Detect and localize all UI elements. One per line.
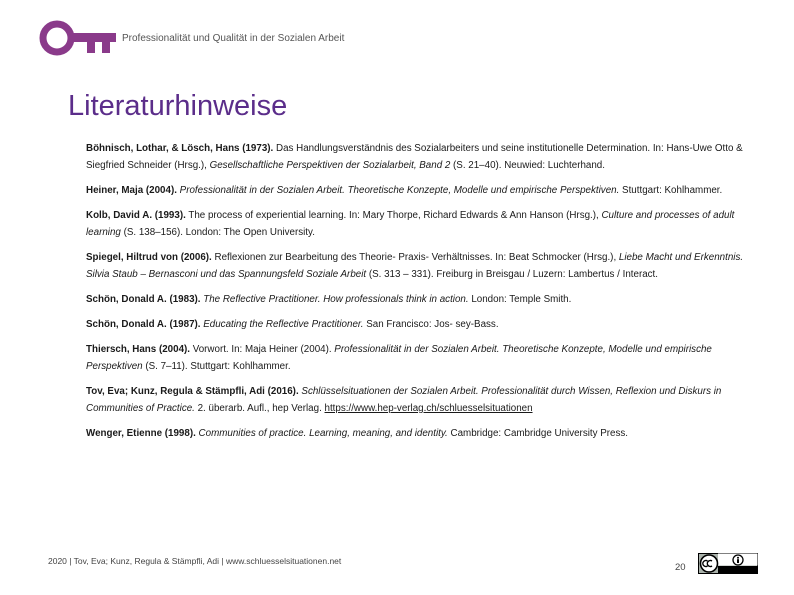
reference-author: Wenger, Etienne (1998). (86, 428, 196, 439)
reference-item (86, 182, 748, 199)
reference-title: Culture and processes of adult learning (86, 210, 735, 238)
reference-text: Reflexionen zur Bearbeitung des Theorie- Praxis- Verhältnisses. In: Beat Schmocker (Hrsg.), (211, 252, 619, 263)
reference-list (86, 140, 748, 450)
reference-item (86, 316, 748, 333)
reference-title: Gesellschaftliche Perspektiven der Sozialarbeit, Band 2 (209, 160, 451, 171)
page-number: 20 (675, 562, 686, 573)
reference-item (86, 341, 748, 375)
reference-text: London: Temple Smith. (468, 294, 572, 305)
header-tagline: Professionalität und Qualität in der Sozialen Arbeit (122, 33, 345, 44)
reference-item (86, 383, 748, 417)
reference-title: Professionalität in der Sozialen Arbeit. Theoretische Konzepte, Modelle und empirische Perspektiven (86, 344, 712, 372)
reference-author: Tov, Eva; Kunz, Regula & Stämpfli, Adi (2016). (86, 386, 299, 397)
reference-text: (S. 21–40). Neuwied: Luchterhand. (450, 160, 605, 171)
footer-text: 2020 | Tov, Eva; Kunz, Regula & Stämpfli, Adi | www.schluesselsituationen.net (48, 556, 342, 566)
reference-author: Böhnisch, Lothar, & Lösch, Hans (1973). (86, 143, 274, 154)
reference-text: The process of experiential learning. In: Mary Thorpe, Richard Edwards & Ann Hanson (Hrsg.), (185, 210, 602, 221)
reference-title: Schlüsselsituationen der Sozialen Arbeit. Professionalität durch Wissen, Reflexion und Diskurs in Communities of Practice. (86, 386, 722, 414)
reference-text: (S. 7–11). Stuttgart: Kohlhammer. (142, 361, 291, 372)
reference-text: Cambridge: Cambridge University Press. (447, 428, 628, 439)
reference-text: Stuttgart: Kohlhammer. (619, 185, 723, 196)
reference-author: Spiegel, Hiltrud von (2006). (86, 252, 212, 263)
reference-text: 2. überarb. Aufl., hep Verlag. (194, 403, 325, 414)
key-icon (38, 17, 118, 59)
reference-item (86, 249, 748, 283)
reference-title: Educating the Reflective Practitioner. (203, 319, 364, 330)
reference-title: The Reflective Practitioner. How professionals think in action. (203, 294, 469, 305)
reference-link[interactable]: https://www.hep-verlag.ch/schluesselsituationen (324, 403, 533, 414)
reference-item (86, 140, 748, 174)
reference-text: (S. 138–156). London: The Open University. (120, 227, 315, 238)
reference-text: San Francisco: Jos- sey-Bass. (363, 319, 499, 330)
reference-author: Thiersch, Hans (2004). (86, 344, 190, 355)
reference-title: Professionalität in der Sozialen Arbeit. Theoretische Konzepte, Modelle und empirische Perspektiven. (179, 185, 620, 196)
page-title: Literaturhinweise (68, 90, 288, 122)
reference-author: Schön, Donald A. (1987). (86, 319, 201, 330)
reference-author: Kolb, David A. (1993). (86, 210, 186, 221)
reference-title: Communities of practice. Learning, meaning, and identity. (198, 428, 448, 439)
reference-author: Heiner, Maja (2004). (86, 185, 177, 196)
reference-author: Schön, Donald A. (1983). (86, 294, 201, 305)
reference-item (86, 207, 748, 241)
cc-by-license-icon (698, 553, 758, 574)
reference-text: Vorwort. In: Maja Heiner (2004). (190, 344, 335, 355)
reference-text: (S. 313 – 331). Freiburg in Breisgau / Luzern: Lambertus / Interact. (366, 269, 659, 280)
reference-item (86, 291, 748, 308)
reference-item (86, 425, 748, 442)
reference-title: Liebe Macht und Erkenntnis. Silvia Staub – Bernasconi und das Spannungsfeld Soziale Arbeit (86, 252, 744, 280)
reference-text: Das Handlungsverständnis des Sozialarbeiters und seine institutionelle Determination. In: Hans-Uwe Otto & Siegfried Schneider (Hrsg.), (86, 143, 743, 171)
